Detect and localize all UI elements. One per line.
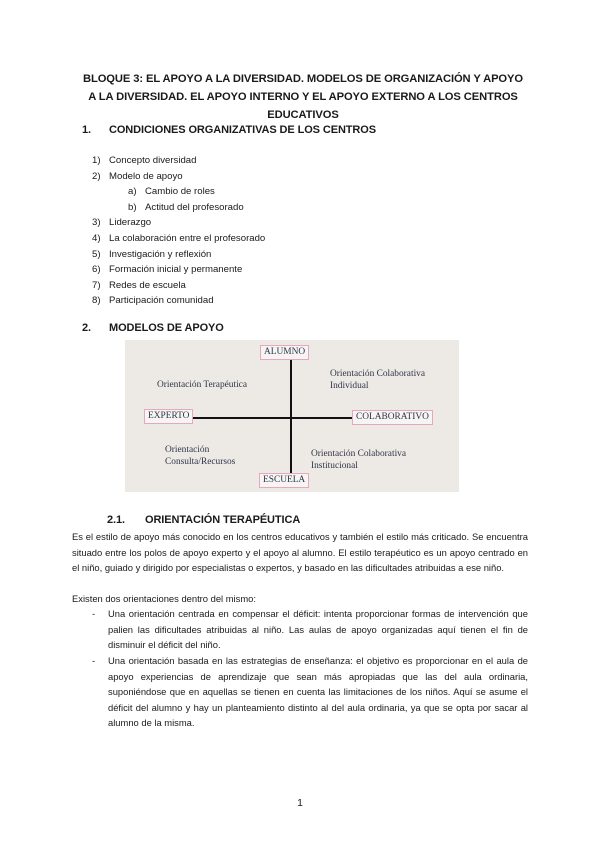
bullet-dash: - bbox=[92, 608, 96, 619]
list-item: 2) Modelo de apoyo bbox=[92, 170, 183, 182]
quadrant-top-right-line2: Individual bbox=[330, 381, 369, 391]
list-subitem: b) Actitud del profesorado bbox=[128, 201, 244, 213]
list-item: 3) Liderazgo bbox=[92, 217, 152, 229]
section-2-1-number: 2.1. bbox=[107, 514, 125, 526]
list-item: 4) La colaboración entre el profesorado bbox=[92, 232, 266, 244]
page-number: 1 bbox=[297, 797, 303, 809]
section-2-number: 2. bbox=[82, 322, 91, 334]
quadrant-bottom-left-line1: Orientación bbox=[165, 445, 210, 455]
axis-label-top: ALUMNO bbox=[260, 345, 309, 360]
bullet-item bbox=[92, 606, 528, 653]
bullet-dash: - bbox=[92, 655, 96, 666]
section-1-list bbox=[92, 153, 265, 309]
list-subitem: a) Cambio de roles bbox=[128, 186, 215, 198]
section-2-1-paragraph: Es el estilo de apoyo más conocido en los centros educativos y también el estilo más criticado. Se encuentra situado entre los polos de apoyo experto y el apoyo al alumno. El estilo terapéutico es un apoyo centrado en el niño, guiado y dirigido por especialistas o expertos, y basado en las dificultades atribuidas a ese niño. bbox=[72, 531, 528, 574]
quadrant-top-right-line1: Orientación Colaborativa bbox=[330, 369, 426, 379]
quadrant-bottom-right-line2: Institucional bbox=[311, 461, 358, 471]
quadrant-bottom-right-line1: Orientación Colaborativa bbox=[311, 449, 407, 459]
support-models-diagram bbox=[125, 340, 459, 492]
bullet-item bbox=[92, 653, 528, 731]
section-2-title: MODELOS DE APOYO bbox=[109, 322, 224, 334]
section-2-heading bbox=[82, 322, 224, 334]
list-item: 6) Formación inicial y permanente bbox=[92, 264, 243, 276]
list-item: 5) Investigación y reflexión bbox=[92, 248, 212, 260]
quadrant-bottom-left-line2: Consulta/Recursos bbox=[165, 457, 236, 467]
axis-label-right: COLABORATIVO bbox=[352, 410, 433, 425]
section-1-number: 1. bbox=[82, 124, 91, 136]
list-item: 1) Concepto diversidad bbox=[92, 155, 197, 166]
quadrant-top-left: Orientación Terapéutica bbox=[157, 380, 248, 390]
section-2-1-heading bbox=[107, 514, 300, 526]
document-title: BLOQUE 3: EL APOYO A LA DIVERSIDAD. MODELOS DE ORGANIZACIÓN Y APOYO A LA DIVERSIDAD. EL APOYO INTERNO Y EL APOYO EXTERNO A LOS CENTROS EDUCATIVOS bbox=[82, 73, 524, 121]
bullet-text: Una orientación basada en las estrategias de enseñanza: el objetivo es proporcionar en el aula de apoyo experiencias de aprendizaje que sean más apropiadas que las del aula ordinaria, suponiéndose que en aquellas se tienen en cuenta las limitaciones de los niños. Aquí se asume el déficit del alumno y hay un planteamiento distinto al del aula ordinaria, ya que se opta por sacar al alumno de la misma. bbox=[108, 655, 528, 729]
section-2-1-title: ORIENTACIÓN TERAPÉUTICA bbox=[145, 514, 301, 526]
section-2-1-intro: Existen dos orientaciones dentro del mismo: bbox=[72, 593, 256, 604]
section-1-title: CONDICIONES ORGANIZATIVAS DE LOS CENTROS bbox=[109, 124, 376, 136]
list-item: 8) Participación comunidad bbox=[92, 295, 214, 307]
axis-label-bottom: ESCUELA bbox=[259, 473, 309, 488]
section-1-heading bbox=[82, 124, 376, 136]
bullet-text: Una orientación centrada en compensar el déficit: intenta proporcionar formas de intervención que palien las dificultades atribuidas al niño. Las aulas de apoyo organizadas aquí tienen el fin de disminuir el déficit del niño. bbox=[108, 608, 528, 651]
axis-label-left: EXPERTO bbox=[144, 409, 193, 424]
list-item: 7) Redes de escuela bbox=[92, 279, 186, 291]
